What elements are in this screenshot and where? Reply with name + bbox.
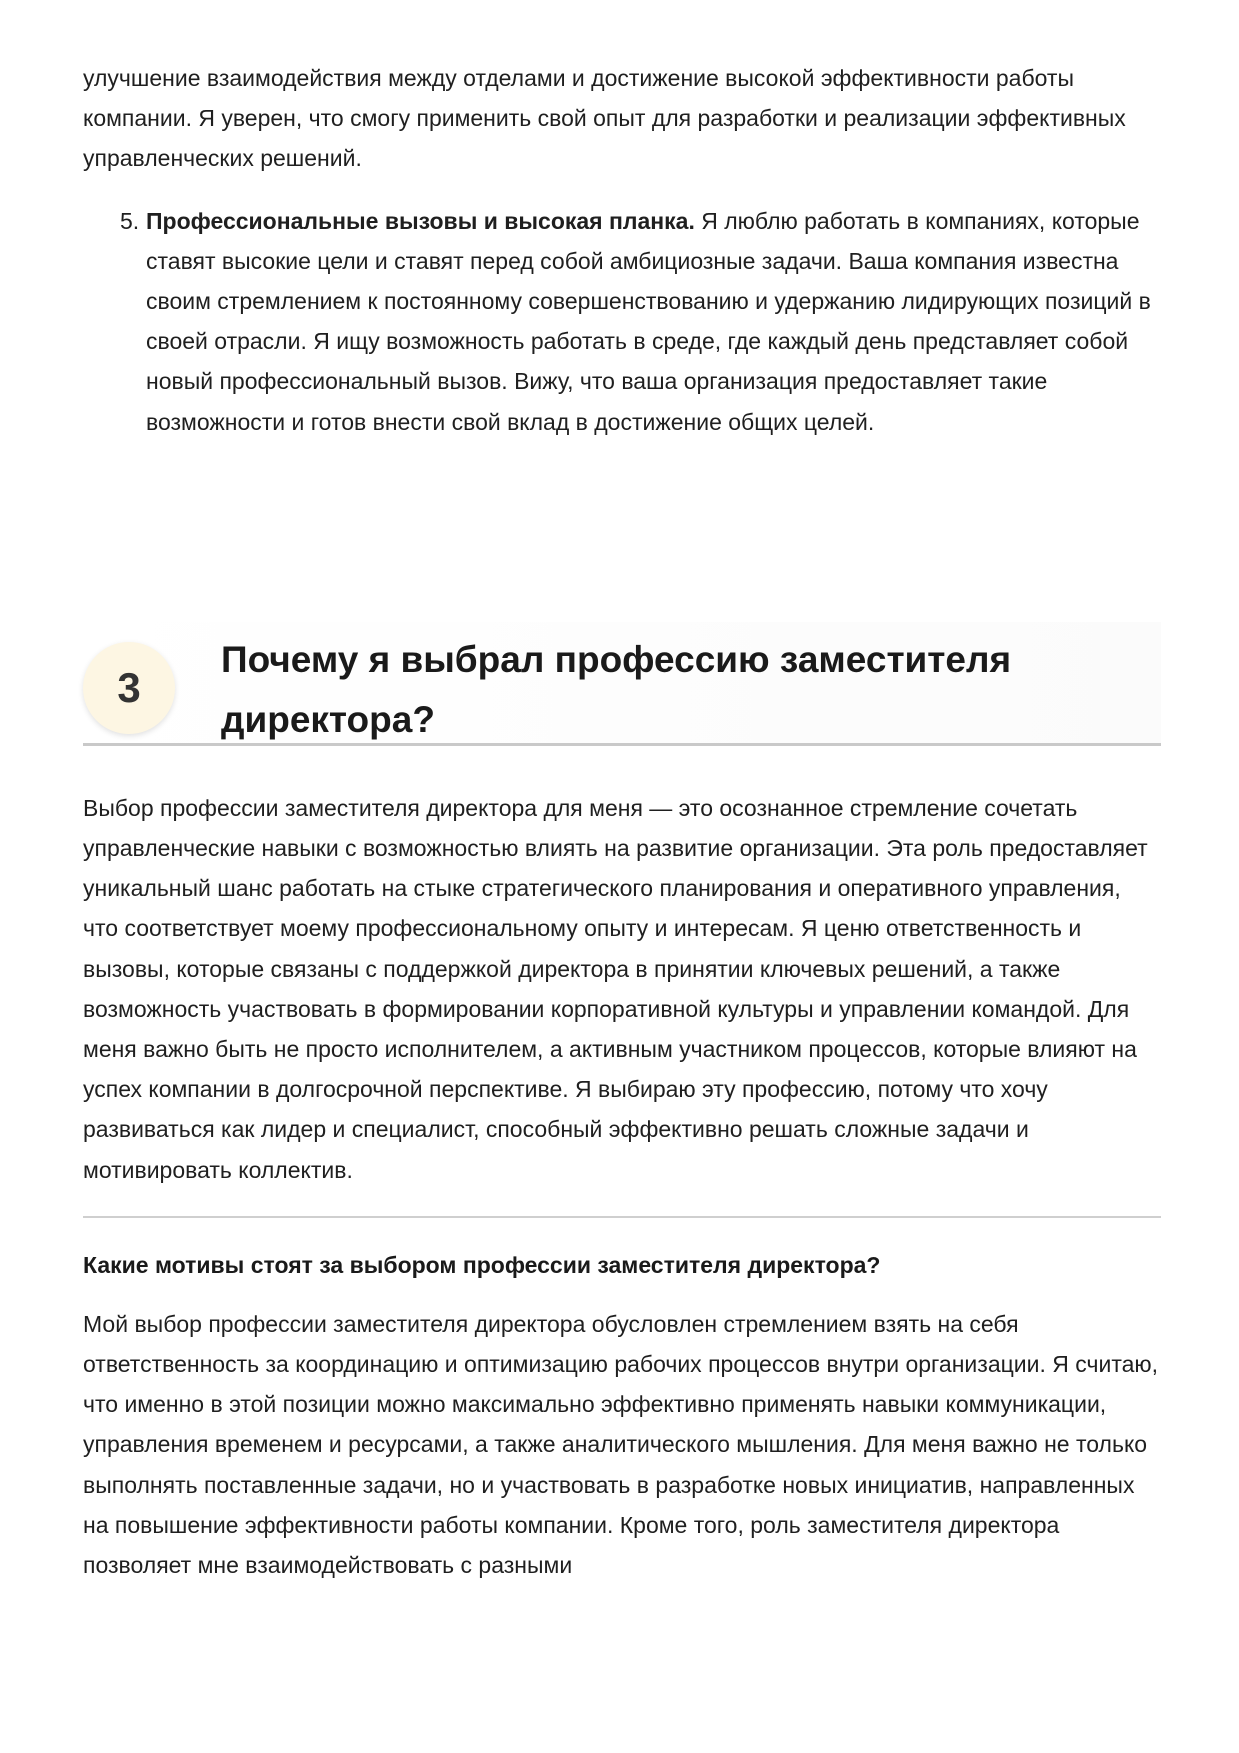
previous-list-item-continuation: улучшение взаимодействия между отделами и достижение высокой эффективности работы компании. Я уверен, что смогу применить свой опыт для разработки и реализации эффективных управленческих решений. (83, 65, 1126, 172)
section-divider (83, 1216, 1161, 1218)
document-page (83, 58, 1161, 1585)
section-title: Почему я выбрал профессию заместителя директора? (221, 638, 1012, 740)
list-item-number: 5. (120, 207, 140, 234)
section-header (83, 622, 1161, 746)
list-item (120, 201, 1161, 442)
list-item-text: Я люблю работать в компаниях, которые ставят высокие цели и ставят перед собой амбициозные задачи. Ваша компания известна своим стремлением к постоянному совершенствованию и удержанию лидирующих позиций в своей отрасли. Я ищу возможность работать в среде, где каждый день представляет собой новый профессиональный вызов. Вижу, что ваша организация предоставляет такие возможности и готов внести свой вклад в достижение общих целей. (146, 207, 1151, 435)
section-number-badge: 3 (83, 642, 175, 734)
section-intro-paragraph: Выбор профессии заместителя директора для меня — это осознанное стремление сочетать управленческие навыки с возможностью влиять на развитие организации. Эта роль предоставляет уникальный шанс работать на стыке стратегического планирования и оперативного управления, что соответствует моему профессиональному опыту и интересам. Я ценю ответственность и вызовы, которые связаны с поддержкой директора в принятии ключевых решений, а также возможность участвовать в формировании корпоративной культуры и управлении командой. Для меня важно быть не просто исполнителем, а активным участником процессов, которые влияют на успех компании в долгосрочной перспективе. Я выбираю эту профессию, потому что хочу развиваться как лидер и специалист, способный эффективно решать сложные задачи и мотивировать коллектив. (83, 794, 1148, 1183)
subsection-heading: Какие мотивы стоят за выбором профессии заместителя директора? (83, 1251, 881, 1278)
list-item-bold-lead: Профессиональные вызовы и высокая планка. (146, 207, 695, 234)
subsection-paragraph: Мой выбор профессии заместителя директора обусловлен стремлением взять на себя ответственность за координацию и оптимизацию рабочих процессов внутри организации. Я считаю, что именно в этой позиции можно максимально эффективно применять навыки коммуникации, управления временем и ресурсами, а также аналитического мышления. Для меня важно не только выполнять поставленные задачи, но и участвовать в разработке новых инициатив, направленных на повышение эффективности работы компании. Кроме того, роль заместителя директора позволяет мне взаимодействовать с разными (83, 1310, 1159, 1579)
